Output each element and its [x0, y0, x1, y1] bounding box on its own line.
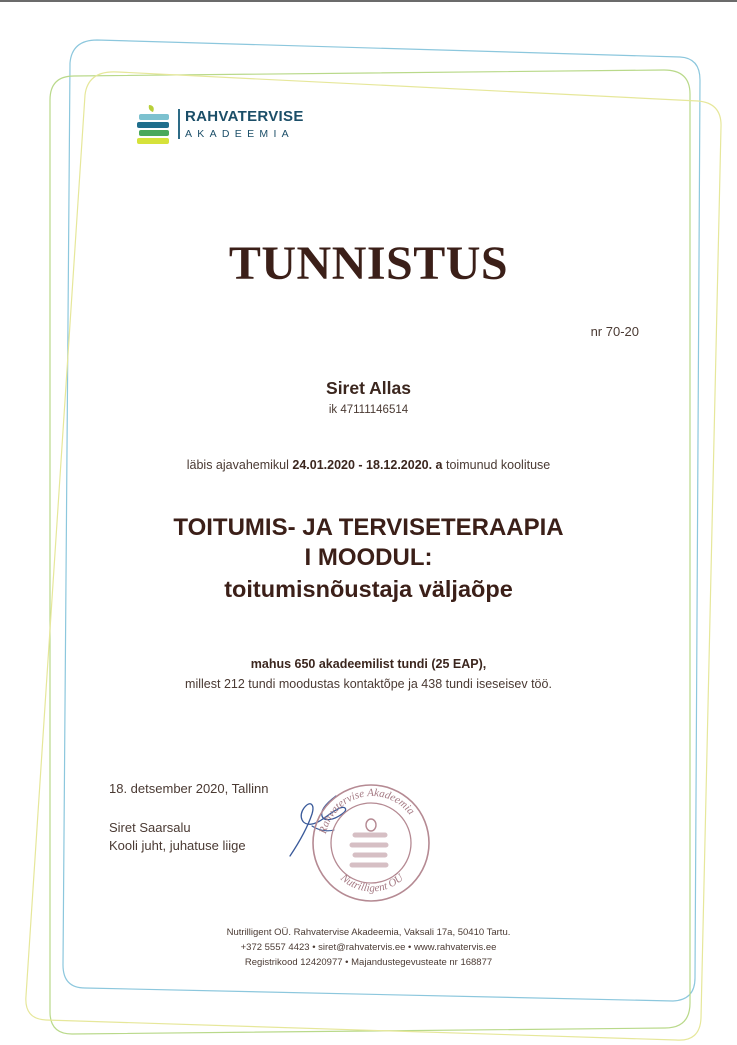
- course-volume: [0, 654, 737, 694]
- recipient-name: Siret Allas: [326, 378, 411, 398]
- certificate-number: nr 70-20: [590, 324, 639, 339]
- company-seal: [305, 773, 437, 905]
- logo-name: RAHVATERVISE: [185, 107, 304, 125]
- period-dates: 24.01.2020 - 18.12.2020. a: [292, 458, 443, 472]
- period-prefix: läbis ajavahemikul: [186, 458, 289, 472]
- signer-block: [109, 819, 246, 855]
- footer-contacts: [0, 925, 737, 970]
- footer-contact: +372 5557 4423 • siret@rahvatervis.ee • www.rahvatervis.ee: [240, 942, 497, 953]
- volume-breakdown: millest 212 tundi moodustas kontaktõpe ja 438 tundi iseseisev töö.: [185, 677, 552, 691]
- footer-address: Nutrilligent OÜ. Rahvatervise Akadeemia, Vaksali 17a, 50410 Tartu.: [226, 927, 511, 938]
- issue-date: 18. detsember 2020, Tallinn: [109, 781, 269, 796]
- course-title: [0, 513, 737, 605]
- logo-subname: AKADEEMIA: [185, 127, 294, 140]
- svg-text:Nutrilligent OÜ: Nutrilligent OÜ: [338, 871, 406, 895]
- certificate-title: TUNNISTUS: [228, 237, 509, 290]
- signer-role: Kooli juht, juhatuse liige: [109, 838, 246, 853]
- volume-hours: mahus 650 akadeemilist tundi (25 EAP),: [250, 657, 487, 671]
- recipient-id: ik 47111146514: [328, 404, 409, 416]
- academy-logo: [136, 103, 304, 145]
- books-apple-icon: [136, 103, 172, 145]
- course-line-2: I MOODUL:: [304, 544, 433, 571]
- signer-name: Siret Saarsalu: [109, 820, 191, 835]
- svg-text:Rahvatervise Akadeemia: Rahvatervise Akadeemia: [317, 786, 417, 835]
- period-suffix: toimunud koolituse: [446, 458, 551, 472]
- course-line-1: TOITUMIS- JA TERVISETERAAPIA: [173, 514, 564, 541]
- study-period: [0, 458, 737, 472]
- footer-registry: Registrikood 12420977 • Majandustegevusteate nr 168877: [244, 957, 493, 968]
- course-line-3: toitumisnõustaja väljaõpe: [224, 576, 513, 602]
